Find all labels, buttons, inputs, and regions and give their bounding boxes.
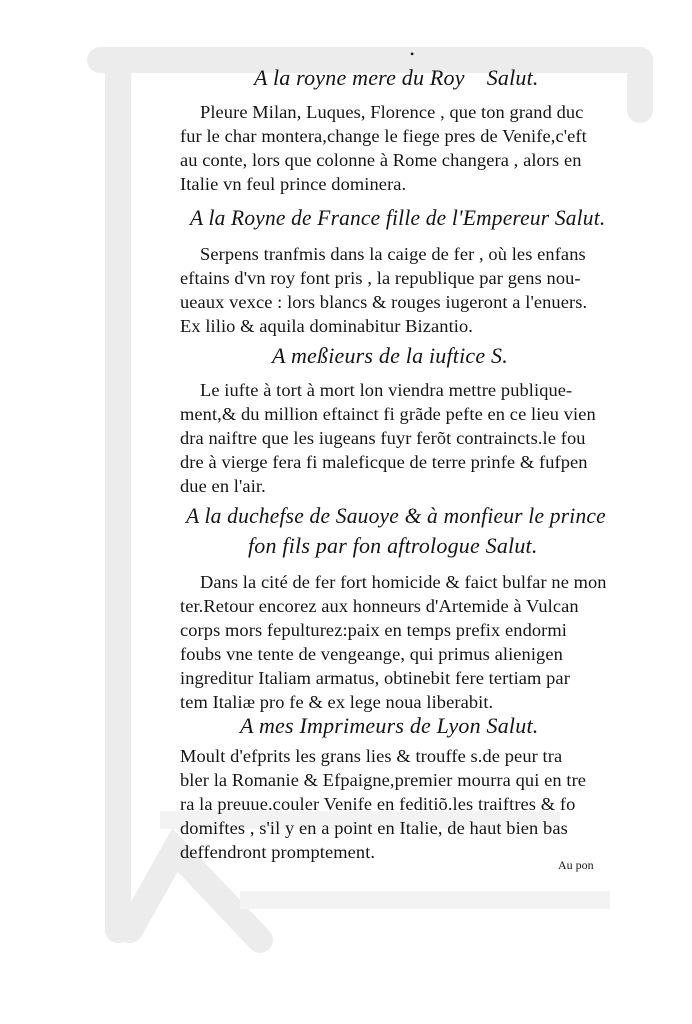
text-line: dre à vierge fera fi maleficque de terre prinfe & fufpen xyxy=(180,452,588,472)
text-line: ueaux vexce : lors blancs & rouges iugeront a l'enuers. xyxy=(180,292,588,312)
section-heading: A la Royne de France fille de l'Empereur Salut. xyxy=(190,205,606,230)
text-line: Le iufte à tort à mort lon viendra mettre publique- xyxy=(200,380,573,400)
text-line: Moult d'efprits les grans lies & trouffe s.de peur tra xyxy=(180,746,563,766)
text-line: Italie vn feul prince dominera. xyxy=(180,174,407,194)
text-line: corps mors fepulturez:paix en temps prefix endormi xyxy=(180,620,568,640)
text-line: bler la Romanie & Efpaigne,premier mourra qui en tre xyxy=(180,770,587,790)
heading-text: A la royne mere du Roy xyxy=(254,65,465,90)
text-line: eftains d'vn roy font pris , la republique par gens nou- xyxy=(180,268,581,288)
text-line: due en l'air. xyxy=(180,476,266,496)
text-line: ra la preuue.couler Venife en feditiõ.les traiftres & fo xyxy=(180,794,576,814)
text-line: Dans la cité de fer fort homicide & faict bulfar ne mon xyxy=(200,572,607,592)
text-line: foubs vne tente de vengeange, qui primus alienigen xyxy=(180,644,563,664)
text-line: ment,& du million eftainct fi grãde pefte en ce lieu vien xyxy=(180,404,596,424)
text-line: dra naiftre que les iugeans fuyr ferõt contraincts.le fou xyxy=(180,428,586,448)
catchword: Au pon xyxy=(558,858,594,872)
text-line: deffendront promptement. xyxy=(180,842,376,862)
text-line: ingreditur Italiam armatus, obtinebit fere tertiam par xyxy=(180,668,570,688)
text-line: ter.Retour encorez aux honneurs d'Artemide à Vulcan xyxy=(180,596,579,616)
text-line: au conte, lors que colonne à Rome changera , alors en xyxy=(180,150,582,170)
text-line: Ex lilio & aquila dominabitur Bizantio. xyxy=(180,316,473,336)
section-heading: A la duchefse de Sauoye & à monfieur le prince xyxy=(186,503,606,528)
section-heading-continued: fon fils par fon aftrologue Salut. xyxy=(248,533,538,558)
text-line: fur le char montera,change le fiege pres de Venife,c'eft xyxy=(180,126,587,146)
section-heading: A mes Imprimeurs de Lyon Salut. xyxy=(240,713,539,738)
text-line: Serpens tranfmis dans la caige de fer , où les enfans xyxy=(200,244,586,264)
heading-salut: Salut. xyxy=(486,65,539,90)
section-heading xyxy=(254,64,539,92)
section-heading: A meßieurs de la iuftice S. xyxy=(272,343,508,368)
text-line: domiftes , s'il y en a point en Italie, de haut bien bas xyxy=(180,818,568,838)
text-line: Pleure Milan, Luques, Florence , que ton grand duc xyxy=(200,102,584,122)
text-line: tem Italiæ pro fe & ex lege noua liberabit. xyxy=(180,692,494,712)
signature-mark: • xyxy=(410,47,415,61)
